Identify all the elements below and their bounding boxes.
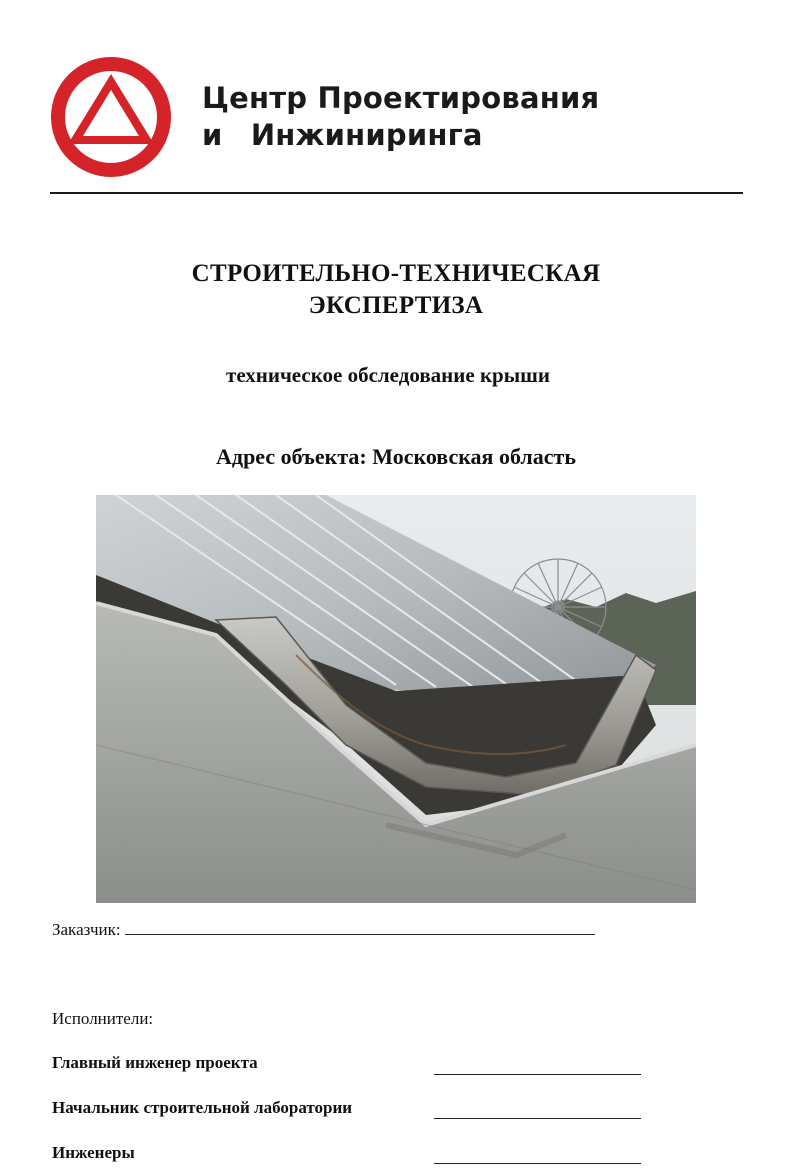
title-line1: СТРОИТЕЛЬНО-ТЕХНИЧЕСКАЯ [191,260,601,287]
organization-name-line1: Центр Проектирования [202,81,600,115]
customer-field [52,918,595,940]
executors-label: Исполнители: [52,1009,154,1028]
organization-name-line2: и Инжиниринга [202,118,483,152]
title-line2: ЭКСПЕРТИЗА [308,292,484,319]
document-subtitle: техническое обследование крыши [226,363,550,387]
header-divider [50,192,743,194]
role-lab-head: Начальник строительной лаборатории [52,1098,353,1117]
signature-line-chief-engineer [434,1074,641,1075]
signature-line-lab-head [434,1118,641,1119]
organization-name [202,80,599,154]
customer-blank-line [125,918,595,935]
document-title [0,258,792,322]
roof-damage-photo [96,495,696,903]
role-engineers: Инженеры [52,1143,135,1162]
role-chief-engineer: Главный инженер проекта [52,1053,258,1072]
customer-label: Заказчик: [52,920,121,939]
signature-line-engineers [434,1163,641,1164]
company-logo [50,56,172,178]
object-address: Адрес объекта: Московская область [216,444,576,469]
